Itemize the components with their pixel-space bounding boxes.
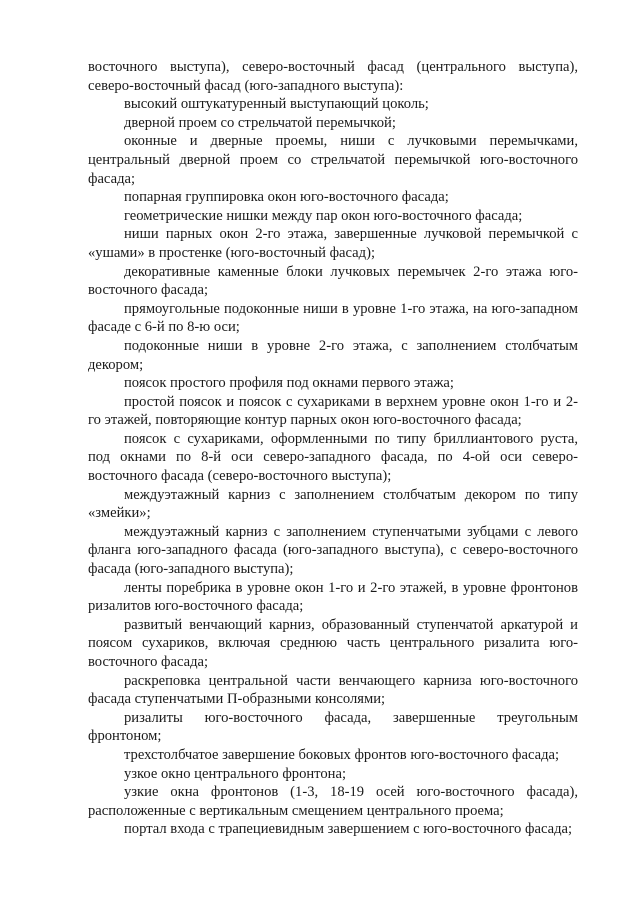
- list-item: развитый венчающий карниз, образованный ступенчатой аркатурой и поясом сухариков, включая среднюю часть центрального ризалита юго-восточного фасада;: [88, 616, 578, 670]
- list-item: подоконные ниши в уровне 2-го этажа, с заполнением столбчатым декором;: [88, 337, 578, 373]
- list-item: междуэтажный карниз с заполнением столбчатым декором по типу «змейки»;: [88, 486, 578, 522]
- list-item: геометрические нишки между пар окон юго-восточного фасада;: [124, 207, 523, 224]
- list-item: ниши парных окон 2-го этажа, завершенные лучковой перемычкой с «ушами» в простенке (юго-восточный фасад);: [88, 226, 578, 261]
- list-item: декоративные каменные блоки лучковых перемычек 2-го этажа юго-восточного фасада;: [88, 263, 578, 299]
- list-item: поясок с сухариками, оформленными по типу бриллиантового руста, под окнами по 8-й оси северо-западного фасада, по 4-ой оси северо-восточного фасада (северо-восточного выступа);: [88, 430, 578, 485]
- list-item: узкие окна фронтонов (1-3, 18-19 осей юго-восточного фасада), расположенные с вертикальным смещением центрального проема;: [88, 784, 578, 819]
- list-item: поясок простого профиля под окнами первого этажа;: [124, 375, 454, 392]
- list-item: простой поясок и поясок с сухариками в верхнем уровне окон 1-го и 2-го этажей, повторяющие контур парных окон юго-восточного фасада;: [88, 393, 578, 429]
- document-page: [88, 58, 578, 839]
- list-item: ленты поребрика в уровне окон 1-го и 2-го этажей, в уровне фронтонов ризалитов юго-восточного фасада;: [88, 579, 578, 615]
- list-item: прямоугольные подоконные ниши в уровне 1-го этажа, на юго-западном фасаде с 6-й по 8-ю оси;: [88, 300, 578, 336]
- list-item: высокий оштукатуренный выступающий цоколь;: [124, 96, 429, 113]
- list-item: оконные и дверные проемы, ниши с лучковыми перемычками, центральный дверной проем со стрельчатой перемычкой юго-восточного фасада;: [88, 133, 578, 187]
- paragraph-intro: восточного выступа), северо-восточный фасад (центрального выступа), северо-восточный фасад (юго-западного выступа):: [88, 59, 578, 94]
- list-item: дверной проем со стрельчатой перемычкой;: [124, 114, 396, 131]
- list-item: ризалиты юго-восточного фасада, завершенные треугольным фронтоном;: [88, 709, 578, 745]
- list-item: попарная группировка окон юго-восточного фасада;: [124, 189, 449, 206]
- list-item: междуэтажный карниз с заполнением ступенчатыми зубцами с левого фланга юго-западного фасада (юго-западного выступа), с северо-восточного фасада (юго-западного выступа);: [88, 523, 578, 578]
- list-item: раскреповка центральной части венчающего карниза юго-восточного фасада ступенчатыми П-образными консолями;: [88, 672, 578, 708]
- list-item: узкое окно центрального фронтона;: [124, 765, 347, 782]
- list-item: трехстолбчатое завершение боковых фронтов юго-восточного фасада;: [124, 746, 560, 763]
- list-item: портал входа с трапециевидным завершением с юго-восточного фасада;: [124, 821, 573, 838]
